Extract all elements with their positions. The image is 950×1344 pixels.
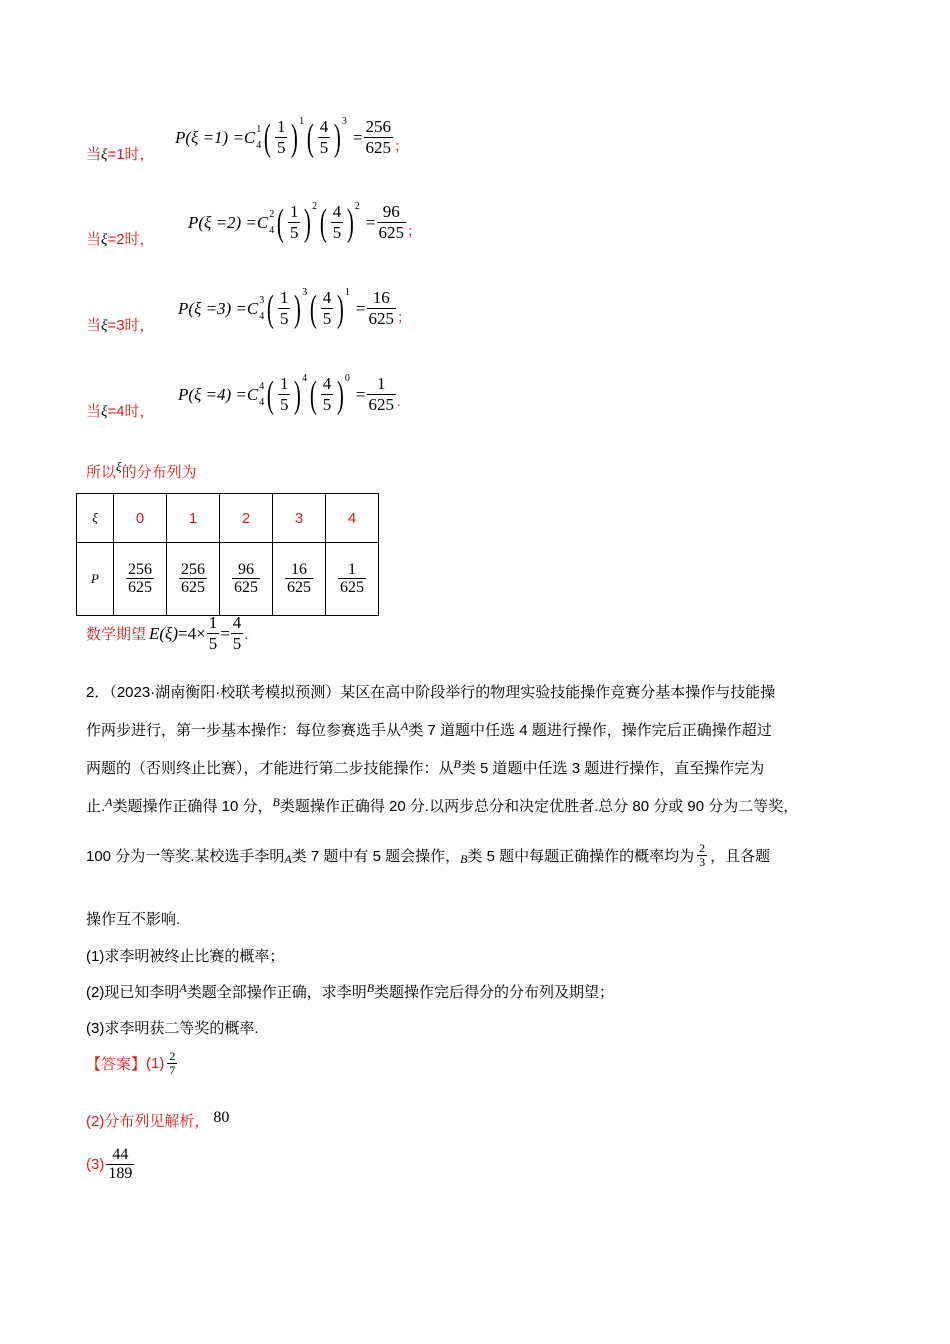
frac-num: 1 — [279, 288, 289, 307]
dist-intro-pre: 所以 — [86, 464, 117, 481]
frac-den: 5 — [279, 394, 289, 414]
expectation-eq: = — [220, 623, 230, 643]
var-b: B — [366, 981, 375, 995]
exponent: 3 — [302, 287, 308, 299]
var-a: A — [284, 852, 292, 867]
probability-equation: P(ξ =4) =C 4 4 ( $\frac{1}{5}$ ) 4 ( $\frac{4}{5}$ ) 0 = $\frac{1}{625}$ . — [178, 373, 401, 416]
power-term: ( $\frac{1}{5}$ ) — [277, 201, 312, 244]
case-end: ； — [394, 139, 408, 155]
power-term: ( $\frac{4}{5}$ ) — [319, 201, 355, 244]
result-den: 625 — [368, 308, 394, 328]
prob-num: 256 — [181, 560, 205, 578]
problem-line-2 — [86, 719, 772, 740]
table-value: 1 — [167, 494, 220, 543]
frac-num: 4 — [232, 613, 242, 632]
var-a: A — [105, 795, 113, 809]
text-segment: (2)现已知李明 — [86, 984, 180, 1001]
case-prefix: 当 — [86, 231, 102, 248]
equation-lhs: P(ξ =1) =C — [175, 127, 256, 147]
prob-den: 625 — [234, 579, 258, 597]
text-segment: 类题操作完后得分的分布列及期望； — [374, 984, 615, 1001]
frac-num: 4 — [322, 288, 332, 307]
answer-1-label: (1) — [146, 1055, 165, 1073]
answer-line-3 — [86, 1146, 135, 1183]
exponent: 4 — [302, 373, 308, 385]
answer-line-2 — [86, 1110, 229, 1131]
frac-den: 5 — [208, 633, 218, 653]
prob-num: 1 — [348, 560, 356, 578]
text-segment: 类题操作正确得 10 分， — [112, 798, 273, 815]
frac-num: 1 — [279, 374, 289, 393]
comb-sub: 4 — [256, 139, 262, 151]
comb-sub: 4 — [259, 310, 265, 322]
comb-sup: 2 — [269, 208, 275, 220]
equation-lhs: P(ξ =4) =C — [178, 384, 259, 404]
distribution-table — [76, 493, 379, 616]
power-term: ( $\frac{1}{5}$ ) — [264, 116, 299, 159]
problem-line-1: 2．（2023·湖南衡阳·校联考模拟预测）某区在高中阶段举行的物理实验技能操作竞赛分基本操作与技能操 — [86, 684, 776, 701]
prob-den: 625 — [128, 579, 152, 597]
answer-label: 【答案】 — [86, 1056, 147, 1074]
result-den: 625 — [378, 222, 404, 242]
case-prefix: 当 — [86, 146, 102, 163]
equation-lhs: P(ξ =2) =C — [188, 212, 269, 232]
frac-den: 7 — [169, 1063, 176, 1078]
problem-line-6: 操作互不影响. — [86, 911, 181, 928]
comb-sup: 1 — [256, 123, 262, 135]
case-end: . — [397, 394, 401, 410]
exponent: 2 — [354, 201, 360, 213]
case-prefix: 当 — [86, 403, 102, 420]
exponent: 0 — [344, 373, 350, 385]
expectation-label: 数学期望 — [86, 626, 147, 644]
comb-sub: 4 — [269, 224, 275, 236]
table-prob — [114, 543, 167, 616]
table-head-p: P — [77, 543, 114, 616]
xi-symbol: ξ — [116, 459, 122, 474]
frac-den: 5 — [279, 308, 289, 328]
table-value: 2 — [220, 494, 273, 543]
frac-den: 3 — [699, 855, 706, 870]
table-prob — [220, 543, 273, 616]
prob-den: 625 — [340, 579, 364, 597]
text-segment: 类 5 题中每题正确操作的概率均为 — [467, 848, 695, 866]
result-num: 1 — [377, 374, 386, 393]
answer-line-1 — [86, 1050, 178, 1078]
expectation-mid: =4× — [178, 623, 206, 643]
expectation-end: . — [244, 623, 249, 643]
frac-num: 1 — [276, 117, 286, 136]
power-term: ( $\frac{1}{5}$ ) — [267, 287, 302, 330]
frac-den: 5 — [322, 394, 332, 414]
case-eqtext: =1时， — [107, 146, 155, 163]
text-segment: 100 分为一等奖.某校选手李明 — [86, 848, 285, 866]
question-1: (1)求李明被终止比赛的概率； — [86, 948, 285, 965]
frac-num: 2 — [169, 1049, 176, 1063]
var-b: B — [272, 795, 280, 809]
question-3: (3)求李明获二等奖的概率. — [86, 1020, 259, 1037]
power-term: ( $\frac{1}{5}$ ) — [267, 373, 302, 416]
frac-den: 5 — [232, 633, 242, 653]
xi-symbol: ξ — [101, 404, 108, 420]
table-prob — [273, 543, 326, 616]
table-prob — [326, 543, 379, 616]
text-segment: 类 5 道题中任选 3 题进行操作，直至操作完为 — [460, 760, 765, 777]
var-b: B — [453, 757, 461, 771]
var-b: B — [460, 852, 468, 867]
case-eqtext: =4时， — [107, 403, 155, 420]
answer-2-value: 80 — [213, 1108, 230, 1126]
xi-symbol: ξ — [101, 318, 108, 334]
text-segment: 作两步进行，第一步基本操作：每位参赛选手从 — [86, 722, 402, 739]
table-head-xi: ξ — [77, 494, 114, 543]
result-den: 625 — [368, 394, 394, 414]
problem-line-5 — [86, 842, 770, 870]
text-segment: 类 7 道题中任选 4 题进行操作，操作完后正确操作超过 — [408, 722, 772, 739]
power-term: ( $\frac{4}{5}$ ) — [309, 373, 345, 416]
comb-sub: 4 — [259, 396, 265, 408]
case-end: ； — [407, 224, 421, 240]
expectation-lhs: E(ξ) — [149, 623, 179, 643]
prob-den: 625 — [287, 579, 311, 597]
frac-num: 1 — [289, 202, 299, 221]
comb-sup: 3 — [259, 294, 265, 306]
result-den: 625 — [365, 137, 391, 157]
dist-intro-post: 的分布列为 — [121, 464, 197, 481]
equation-lhs: P(ξ =3) =C — [178, 298, 259, 318]
frac-num: 4 — [332, 202, 342, 221]
case-label — [86, 314, 155, 335]
probability-equation: P(ξ =1) =C 1 4 ( $\frac{1}{5}$ ) 1 ( $\frac{4}{5}$ ) 3 = $\frac{256}{625}$ ； — [175, 116, 408, 159]
dist-intro — [86, 461, 197, 482]
result-num: 256 — [365, 117, 391, 136]
frac-den: 5 — [332, 222, 342, 242]
prob-num: 16 — [291, 560, 307, 578]
xi-symbol: ξ — [101, 232, 108, 248]
expectation-line — [86, 614, 249, 653]
frac-num: 2 — [699, 841, 706, 855]
xi-symbol: ξ — [101, 147, 108, 163]
exponent: 3 — [341, 116, 347, 128]
case-eqtext: =2时， — [107, 231, 155, 248]
prob-num: 96 — [238, 560, 254, 578]
comb-sup: 4 — [259, 380, 265, 392]
frac-num: 1 — [208, 613, 218, 632]
exponent: 1 — [299, 116, 305, 128]
var-a: A — [401, 719, 409, 733]
question-2 — [86, 981, 614, 1002]
power-term: ( $\frac{4}{5}$ ) — [309, 287, 345, 330]
text-segment: 类 7 题中有 5 题会操作， — [291, 848, 461, 866]
probability-equation: P(ξ =2) =C 2 4 ( $\frac{1}{5}$ ) 2 ( $\frac{4}{5}$ ) 2 = $\frac{96}{625}$ ； — [188, 201, 421, 244]
case-end: ； — [397, 310, 411, 326]
case-eqtext: =3时， — [107, 317, 155, 334]
case-label — [86, 400, 155, 421]
text-segment: ，且各题 — [710, 848, 771, 866]
text-segment: 两题的（否则终止比赛），才能进行第二步技能操作：从 — [86, 760, 454, 777]
problem-line-3 — [86, 757, 764, 778]
prob-num: 256 — [128, 560, 152, 578]
frac-den: 5 — [276, 137, 286, 157]
frac-num: 4 — [322, 374, 332, 393]
frac-den: 5 — [322, 308, 332, 328]
answer-3-label: (3) — [86, 1155, 105, 1173]
table-value: 3 — [273, 494, 326, 543]
var-a: A — [179, 981, 187, 995]
frac-den: 189 — [108, 1164, 133, 1182]
table-prob — [167, 543, 220, 616]
table-value: 0 — [114, 494, 167, 543]
frac-den: 5 — [319, 137, 329, 157]
exponent: 2 — [312, 201, 318, 213]
case-label — [86, 228, 155, 249]
problem-line-4 — [86, 795, 798, 816]
text-segment: 止. — [86, 798, 106, 815]
answer-2-label: (2)分布列见解析， — [86, 1113, 210, 1130]
case-prefix: 当 — [86, 317, 102, 334]
exponent: 1 — [344, 287, 350, 299]
text-segment: 类题操作正确得 20 分.以两步总分和决定优胜者.总分 80 分或 90 分为二等奖， — [279, 798, 799, 815]
frac-num: 44 — [112, 1146, 129, 1163]
power-term: ( $\frac{4}{5}$ ) — [306, 116, 342, 159]
probability-equation: P(ξ =3) =C 3 4 ( $\frac{1}{5}$ ) 3 ( $\frac{4}{5}$ ) 1 = $\frac{16}{625}$ ； — [178, 287, 411, 330]
prob-den: 625 — [181, 579, 205, 597]
case-label — [86, 143, 155, 164]
result-num: 16 — [372, 288, 390, 307]
result-num: 96 — [382, 202, 400, 221]
table-value: 4 — [326, 494, 379, 543]
text-segment: 类题全部操作正确，求李明 — [186, 984, 367, 1001]
frac-den: 5 — [289, 222, 299, 242]
frac-num: 4 — [319, 117, 329, 136]
